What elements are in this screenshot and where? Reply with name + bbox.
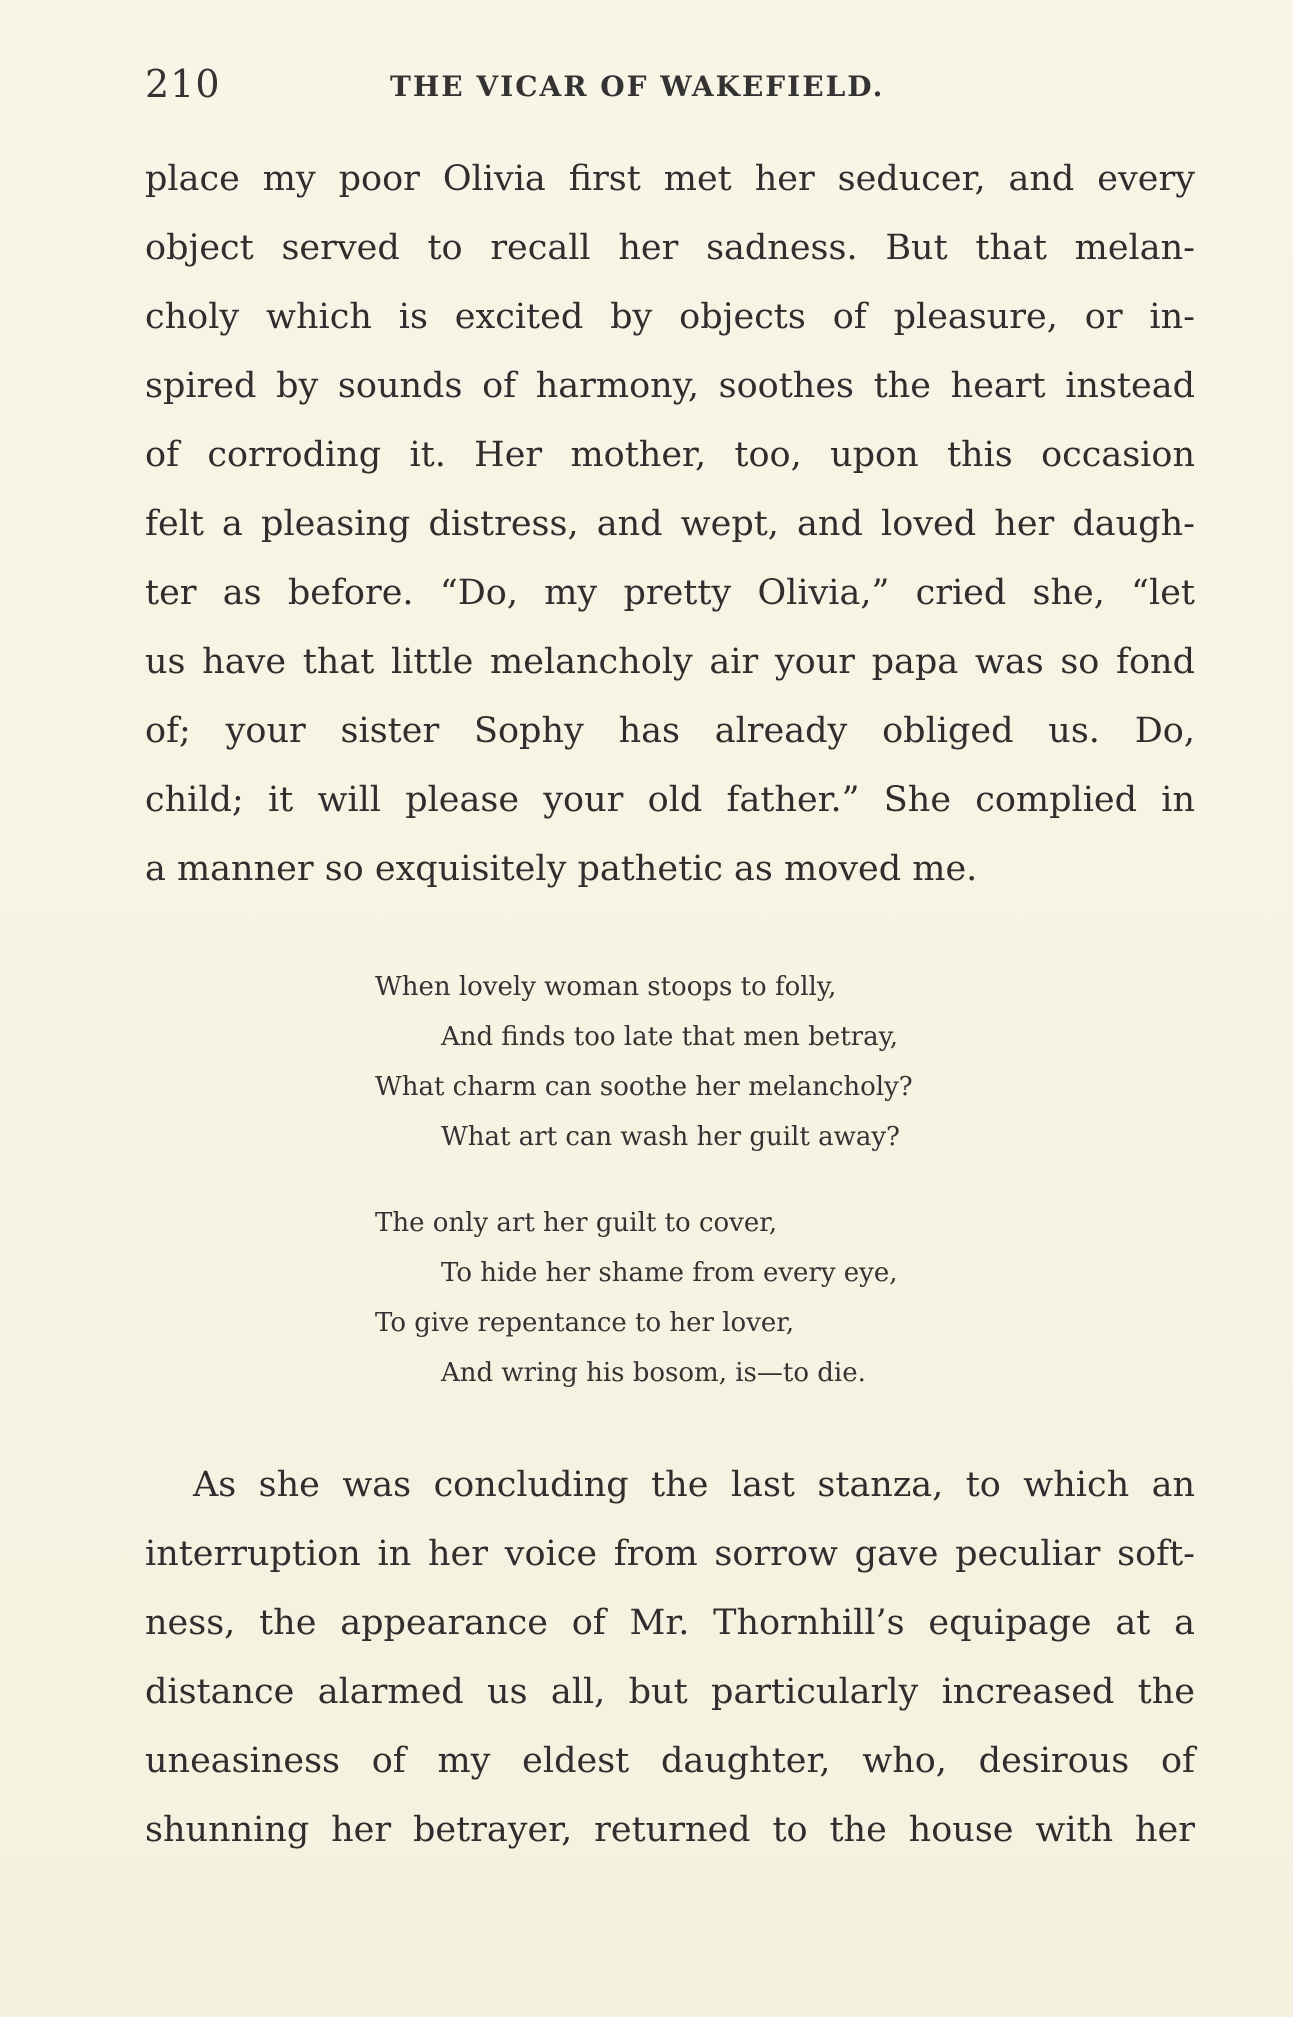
stanza-2 [375, 1198, 1025, 1398]
text-line: interruption in her voice from sorrow gave peculiar soft- [145, 1534, 1195, 1574]
text-line: ter as before. “Do, my pretty Olivia,” cried she, “let [145, 573, 1195, 613]
text-line: object served to recall her sadness. But that melan- [145, 228, 1195, 268]
page-number: 210 [145, 62, 221, 106]
text-line-last: a manner so exquisitely pathetic as moved me. [145, 849, 978, 889]
verse-line: And wring his bosom, is—to die. [441, 1358, 866, 1388]
text-line: distance alarmed us all, but particularly increased the [145, 1672, 1195, 1712]
running-head [145, 62, 1195, 112]
verse-line: The only art her guilt to cover, [375, 1208, 778, 1238]
text-line: spired by sounds of harmony, soothes the heart instead [145, 366, 1195, 406]
text-line: choly which is excited by objects of pleasure, or in- [145, 297, 1195, 337]
paragraph-new [145, 1451, 1195, 1865]
running-title: THE VICAR OF WAKEFIELD. [390, 70, 885, 103]
text-line: felt a pleasing distress, and wept, and loved her daugh- [145, 504, 1195, 544]
text-line: uneasiness of my eldest daughter, who, desirous of [145, 1741, 1195, 1781]
text-line: shunning her betrayer, returned to the house with her [145, 1810, 1195, 1850]
paragraph-continued [145, 145, 1195, 904]
stanza-1 [375, 962, 1025, 1162]
text-line: us have that little melancholy air your papa was so fond [145, 642, 1195, 682]
song-verse [375, 962, 1025, 1434]
verse-line: What charm can soothe her melancholy? [375, 1072, 913, 1102]
text-line: child; it will please your old father.” She complied in [145, 780, 1195, 820]
text-line: ness, the appearance of Mr. Thornhill’s equipage at a [145, 1603, 1195, 1643]
text-line: As she was concluding the last stanza, to which an [193, 1465, 1195, 1505]
verse-line: What art can wash her guilt away? [441, 1122, 900, 1152]
text-line: place my poor Olivia first met her seducer, and every [145, 159, 1195, 199]
verse-line: And finds too late that men betray, [441, 1022, 899, 1052]
text-line: of; your sister Sophy has already obliged us. Do, [145, 711, 1195, 751]
verse-line: When lovely woman stoops to folly, [375, 972, 837, 1002]
verse-line: To hide her shame from every eye, [441, 1258, 898, 1288]
verse-line: To give repentance to her lover, [375, 1308, 795, 1338]
text-line: of corroding it. Her mother, too, upon this occasion [145, 435, 1195, 475]
